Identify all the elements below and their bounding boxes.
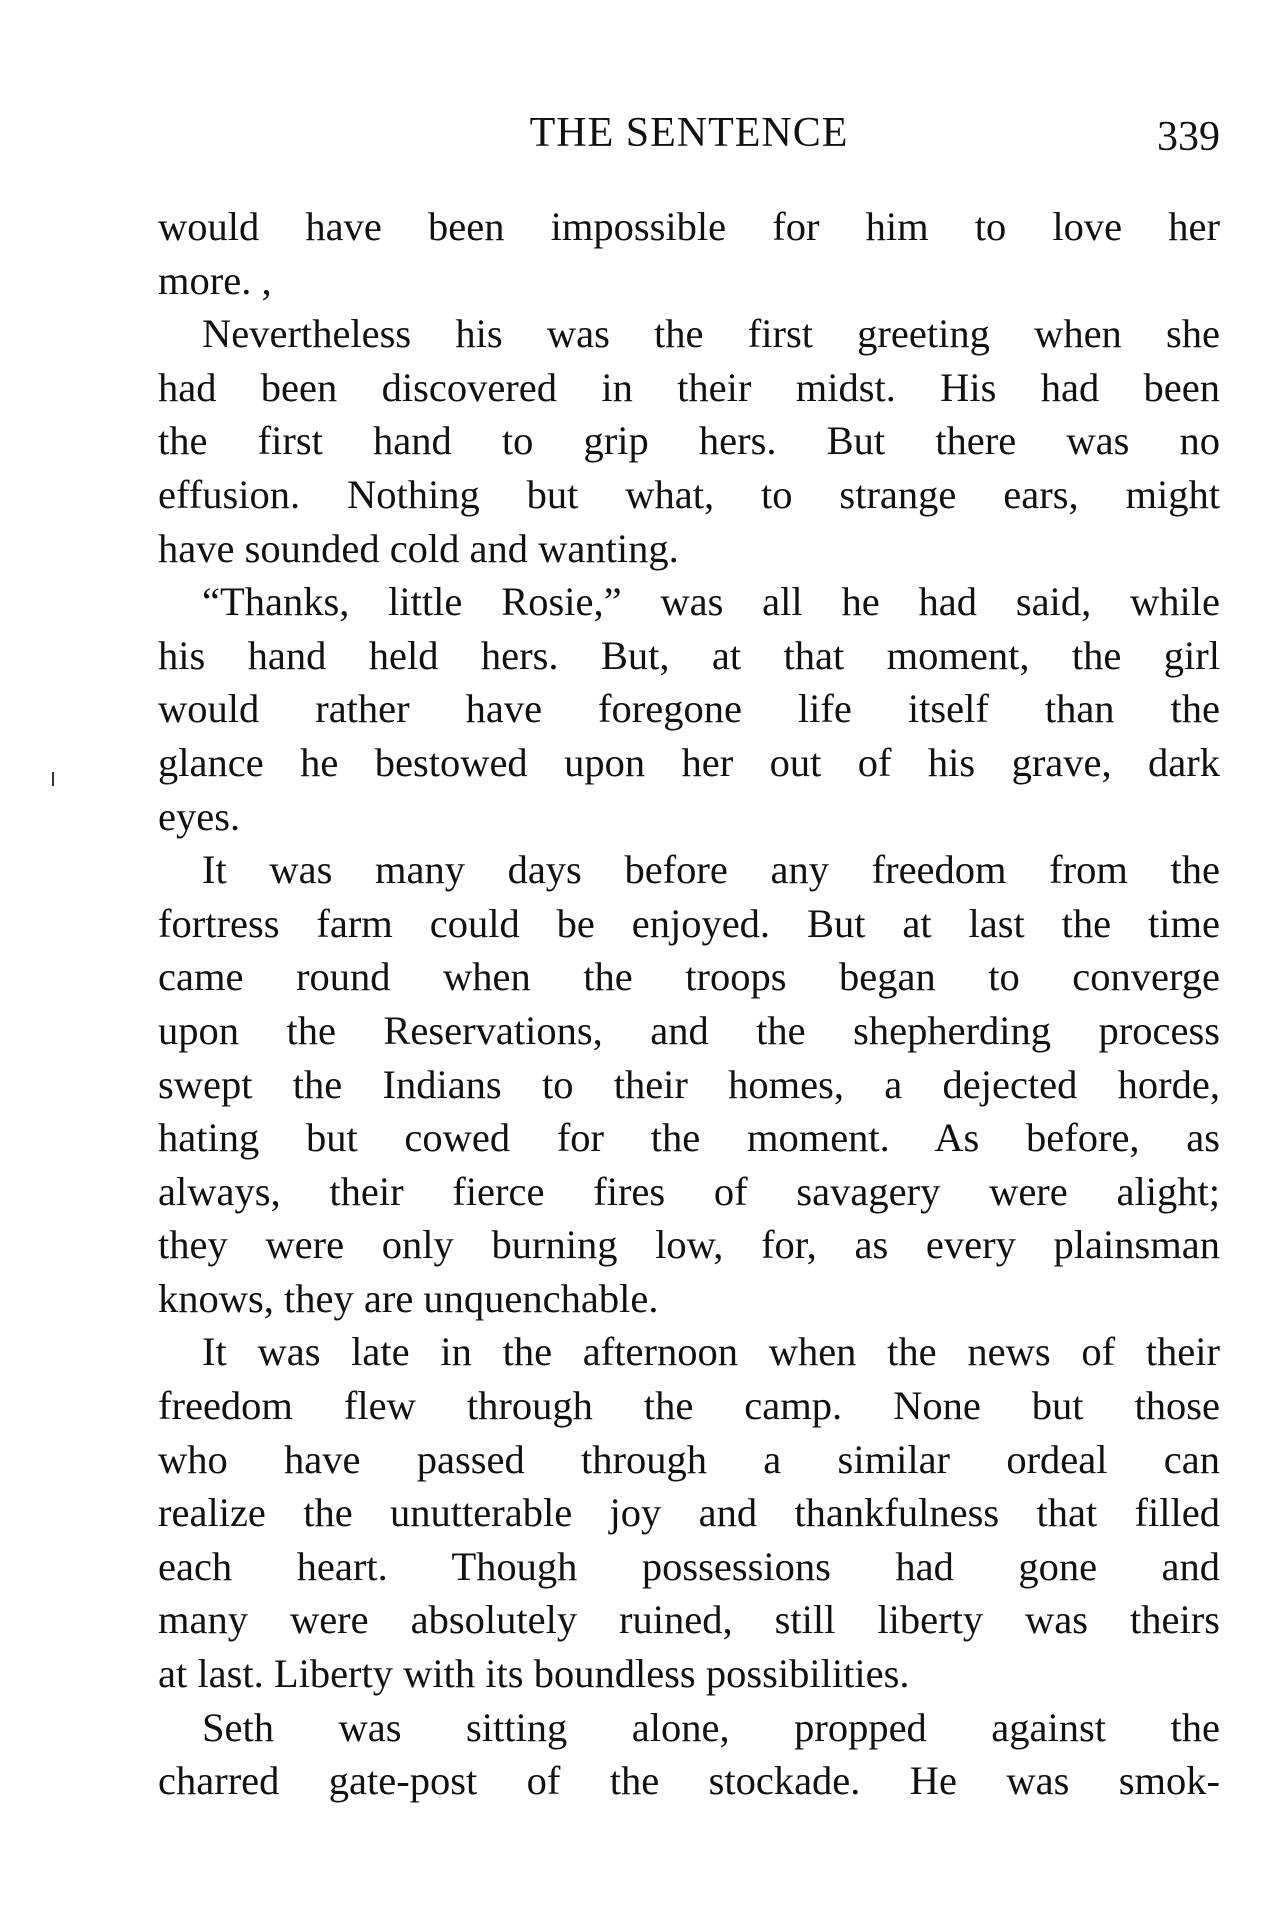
text-line: glance he bestowed upon her out of his grave, dark [158, 739, 1220, 785]
text-line: had been discovered in their midst. His had been [158, 364, 1220, 410]
text-line: eyes. [158, 793, 241, 839]
text-line: Seth was sitting alone, propped against the [202, 1704, 1220, 1750]
text-line: knows, they are unquenchable. [158, 1275, 659, 1321]
text-line: It was late in the afternoon when the news of their [202, 1329, 1220, 1375]
text-line: effusion. Nothing but what, to strange ears, might [158, 471, 1220, 517]
text-line: came round when the troops began to converge [158, 954, 1220, 1000]
text-line: who have passed through a similar ordeal can [158, 1436, 1220, 1482]
page-number: 339 [1157, 114, 1220, 160]
text-line: charred gate-post of the stockade. He was smok- [158, 1758, 1220, 1804]
text-line: many were absolutely ruined, still liberty was theirs [158, 1597, 1220, 1643]
text-line: would rather have foregone life itself than the [158, 686, 1220, 732]
text-line: realize the unutterable joy and thankfulness that filled [158, 1490, 1220, 1536]
margin-mark [52, 772, 54, 786]
text-line: upon the Reservations, and the shepherding process [158, 1007, 1220, 1053]
text-line: hating but cowed for the moment. As before, as [158, 1115, 1220, 1161]
body-text [158, 200, 1220, 1808]
text-line: they were only burning low, for, as every plainsman [158, 1222, 1220, 1268]
text-line: swept the Indians to their homes, a dejected horde, [158, 1061, 1220, 1107]
text-line: the first hand to grip hers. But there was no [158, 418, 1220, 464]
text-line: “Thanks, little Rosie,” was all he had said, while [202, 579, 1220, 625]
text-line: It was many days before any freedom from the [202, 847, 1220, 893]
text-line: freedom flew through the camp. None but those [158, 1383, 1220, 1429]
text-line: more. , [158, 257, 272, 303]
running-head [158, 103, 1220, 163]
text-line: each heart. Though possessions had gone and [158, 1543, 1220, 1589]
text-line: his hand held hers. But, at that moment, the girl [158, 632, 1220, 678]
running-title: THE SENTENCE [529, 110, 849, 156]
text-line: would have been impossible for him to love her [158, 204, 1220, 249]
text-line: fortress farm could be enjoyed. But at last the time [158, 900, 1220, 946]
text-line: always, their fierce fires of savagery were alight; [158, 1168, 1220, 1214]
text-line: have sounded cold and wanting. [158, 525, 679, 571]
text-line: at last. Liberty with its boundless possibilities. [158, 1651, 910, 1697]
text-line: Nevertheless his was the first greeting when she [202, 311, 1220, 357]
